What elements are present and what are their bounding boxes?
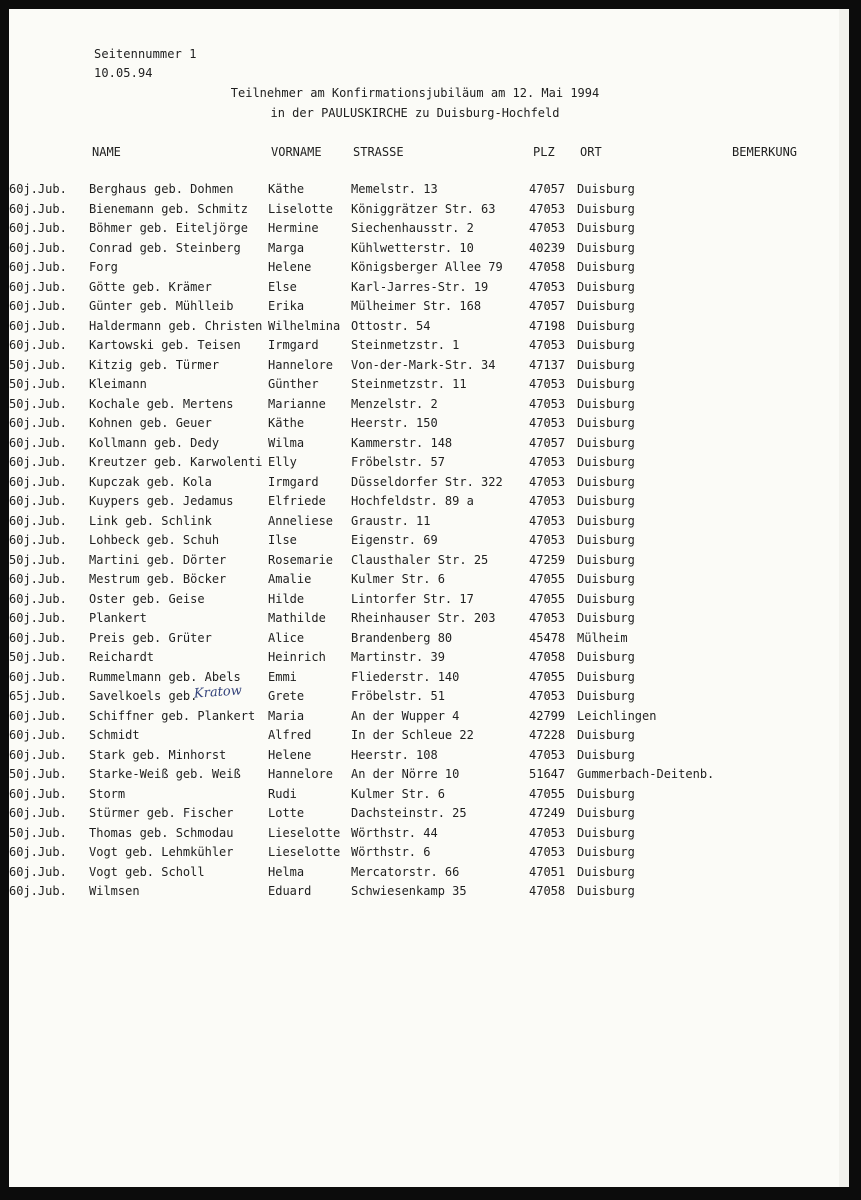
table-row bbox=[9, 609, 849, 629]
cell-ort: Duisburg bbox=[577, 455, 635, 469]
column-header-name: NAME bbox=[92, 145, 121, 159]
cell-ort: Duisburg bbox=[577, 689, 635, 703]
table-row bbox=[9, 590, 849, 610]
cell-bemerkung: 60j.Jub. bbox=[9, 513, 67, 528]
cell-name: Bienemann geb. Schmitz bbox=[89, 201, 248, 216]
cell-ort: Duisburg bbox=[577, 669, 635, 684]
cell-name: Kitzig geb. Türmer bbox=[89, 357, 220, 372]
table-row bbox=[9, 629, 849, 649]
cell-vorname: Heinrich bbox=[268, 650, 326, 664]
cell-strasse: Eigenstr. 69 bbox=[351, 533, 438, 547]
cell-ort: Duisburg bbox=[577, 572, 635, 586]
table-row bbox=[9, 219, 849, 239]
cell-plz: 47053 bbox=[529, 533, 566, 547]
cell-plz: 47058 bbox=[529, 884, 566, 898]
table-row bbox=[9, 317, 849, 337]
cell-strasse: Fröbelstr. 51 bbox=[351, 689, 445, 703]
table-row bbox=[9, 824, 849, 844]
cell-strasse: Fröbelstr. 57 bbox=[351, 455, 445, 469]
table-row bbox=[9, 453, 849, 473]
cell-plz: 47053 bbox=[529, 279, 566, 294]
table-row bbox=[9, 687, 849, 707]
cell-ort: Duisburg bbox=[577, 435, 635, 450]
cell-name: Kupczak geb. Kola bbox=[89, 474, 212, 489]
table-row bbox=[9, 336, 849, 356]
table-row bbox=[9, 375, 849, 395]
cell-ort: Duisburg bbox=[577, 533, 635, 547]
cell-bemerkung: 60j.Jub. bbox=[9, 572, 67, 586]
cell-plz: 47057 bbox=[529, 182, 566, 196]
cell-name: Kleimann bbox=[89, 377, 147, 391]
cell-strasse: Memelstr. 13 bbox=[351, 182, 438, 196]
document-title: Teilnehmer am Konfirmationsjubiläum am 12. Mai 1994 bbox=[230, 86, 600, 100]
cell-name: Kohnen geb. Geuer bbox=[89, 416, 212, 430]
cell-bemerkung: 60j.Jub. bbox=[9, 806, 67, 820]
cell-bemerkung: 60j.Jub. bbox=[9, 416, 67, 430]
cell-ort: Duisburg bbox=[577, 513, 635, 528]
cell-ort: Gummerbach-Deitenb. bbox=[577, 767, 715, 781]
cell-strasse: Mülheimer Str. 168 bbox=[351, 299, 482, 313]
cell-strasse: Schwiesenkamp 35 bbox=[351, 884, 467, 898]
cell-plz: 47137 bbox=[529, 357, 566, 372]
cell-vorname: Maria bbox=[268, 708, 305, 723]
cell-plz: 47249 bbox=[529, 806, 566, 820]
table-row bbox=[9, 395, 849, 415]
cell-plz: 51647 bbox=[529, 767, 566, 781]
cell-strasse: Siechenhausstr. 2 bbox=[351, 221, 474, 235]
cell-plz: 47053 bbox=[529, 611, 566, 625]
cell-ort: Duisburg bbox=[577, 221, 635, 235]
table-row bbox=[9, 414, 849, 434]
cell-name: Reichardt bbox=[89, 650, 155, 664]
cell-vorname: Hilde bbox=[268, 591, 305, 606]
cell-vorname: Käthe bbox=[268, 416, 305, 430]
cell-plz: 47055 bbox=[529, 572, 566, 586]
table-row bbox=[9, 551, 849, 571]
cell-name: Martini geb. Dörter bbox=[89, 552, 227, 567]
cell-bemerkung: 60j.Jub. bbox=[9, 201, 67, 216]
table-row bbox=[9, 707, 849, 727]
table-row bbox=[9, 531, 849, 551]
cell-strasse: Brandenberg 80 bbox=[351, 630, 453, 645]
cell-strasse: Düsseldorfer Str. 322 bbox=[351, 474, 503, 489]
cell-strasse: Steinmetzstr. 11 bbox=[351, 377, 467, 391]
cell-vorname: Lotte bbox=[268, 806, 305, 820]
cell-plz: 47055 bbox=[529, 669, 566, 684]
cell-bemerkung: 60j.Jub. bbox=[9, 864, 67, 879]
cell-strasse: Wörthstr. 44 bbox=[351, 825, 438, 840]
cell-strasse: In der Schleue 22 bbox=[351, 728, 474, 742]
cell-name: Kochale geb. Mertens bbox=[89, 396, 234, 411]
cell-bemerkung: 50j.Jub. bbox=[9, 552, 67, 567]
cell-vorname: Helene bbox=[268, 260, 312, 274]
cell-plz: 47058 bbox=[529, 260, 566, 274]
cell-name: Götte geb. Krämer bbox=[89, 279, 212, 294]
cell-vorname: Rosemarie bbox=[268, 552, 334, 567]
cell-ort: Duisburg bbox=[577, 591, 635, 606]
table-row bbox=[9, 434, 849, 454]
cell-bemerkung: 60j.Jub. bbox=[9, 786, 67, 801]
document-subtitle: in der PAULUSKIRCHE zu Duisburg-Hochfeld bbox=[270, 106, 560, 120]
cell-strasse: Karl-Jarres-Str. 19 bbox=[351, 279, 489, 294]
cell-ort: Duisburg bbox=[577, 728, 635, 742]
cell-vorname: Käthe bbox=[268, 182, 305, 196]
table-row bbox=[9, 200, 849, 220]
cell-plz: 47051 bbox=[529, 864, 566, 879]
cell-strasse: An der Wupper 4 bbox=[351, 708, 460, 723]
table-row bbox=[9, 512, 849, 532]
cell-bemerkung: 50j.Jub. bbox=[9, 357, 67, 372]
cell-name: Stürmer geb. Fischer bbox=[89, 806, 234, 820]
cell-vorname: Irmgard bbox=[268, 338, 319, 352]
cell-vorname: Elfriede bbox=[268, 494, 326, 508]
cell-vorname: Eduard bbox=[268, 884, 312, 898]
cell-bemerkung: 60j.Jub. bbox=[9, 221, 67, 235]
cell-vorname: Ilse bbox=[268, 533, 297, 547]
cell-bemerkung: 60j.Jub. bbox=[9, 708, 67, 723]
table-row bbox=[9, 882, 849, 902]
cell-ort: Duisburg bbox=[577, 747, 635, 762]
cell-bemerkung: 50j.Jub. bbox=[9, 825, 67, 840]
cell-bemerkung: 60j.Jub. bbox=[9, 435, 67, 450]
cell-ort: Duisburg bbox=[577, 279, 635, 294]
cell-name: Rummelmann geb. Abels bbox=[89, 669, 241, 684]
cell-name: Oster geb. Geise bbox=[89, 591, 205, 606]
cell-ort: Duisburg bbox=[577, 182, 635, 196]
column-header-plz: PLZ bbox=[533, 145, 555, 159]
cell-name: Günter geb. Mühlleib bbox=[89, 299, 234, 313]
cell-strasse: Clausthaler Str. 25 bbox=[351, 552, 489, 567]
cell-bemerkung: 60j.Jub. bbox=[9, 533, 67, 547]
cell-plz: 47053 bbox=[529, 689, 566, 703]
cell-plz: 47057 bbox=[529, 435, 566, 450]
cell-name: Lohbeck geb. Schuh bbox=[89, 533, 220, 547]
cell-name: Storm bbox=[89, 786, 126, 801]
cell-name: Schmidt bbox=[89, 728, 140, 742]
cell-name: Wilmsen bbox=[89, 884, 140, 898]
cell-ort: Duisburg bbox=[577, 650, 635, 664]
cell-bemerkung: 60j.Jub. bbox=[9, 455, 67, 469]
cell-plz: 47228 bbox=[529, 728, 566, 742]
cell-ort: Duisburg bbox=[577, 357, 635, 372]
cell-name: Starke-Weiß geb. Weiß bbox=[89, 767, 241, 781]
table-row bbox=[9, 804, 849, 824]
cell-vorname: Wilma bbox=[268, 435, 305, 450]
cell-ort: Duisburg bbox=[577, 494, 635, 508]
cell-name: Kartowski geb. Teisen bbox=[89, 338, 241, 352]
table-row bbox=[9, 668, 849, 688]
cell-vorname: Wilhelmina bbox=[268, 318, 341, 333]
cell-vorname: Günther bbox=[268, 377, 319, 391]
cell-bemerkung: 50j.Jub. bbox=[9, 396, 67, 411]
cell-ort: Duisburg bbox=[577, 474, 635, 489]
cell-name: Mestrum geb. Böcker bbox=[89, 572, 227, 586]
cell-plz: 47053 bbox=[529, 494, 566, 508]
cell-plz: 47053 bbox=[529, 396, 566, 411]
table-row bbox=[9, 863, 849, 883]
cell-strasse: Steinmetzstr. 1 bbox=[351, 338, 460, 352]
cell-strasse: Kulmer Str. 6 bbox=[351, 572, 445, 586]
cell-plz: 47053 bbox=[529, 416, 566, 430]
document-page bbox=[9, 9, 849, 1187]
cell-vorname: Hermine bbox=[268, 221, 319, 235]
cell-ort: Duisburg bbox=[577, 396, 635, 411]
cell-strasse: Ottostr. 54 bbox=[351, 318, 431, 333]
cell-strasse: Dachsteinstr. 25 bbox=[351, 806, 467, 820]
cell-bemerkung: 60j.Jub. bbox=[9, 494, 67, 508]
cell-bemerkung: 60j.Jub. bbox=[9, 611, 67, 625]
cell-bemerkung: 60j.Jub. bbox=[9, 299, 67, 313]
cell-vorname: Else bbox=[268, 279, 297, 294]
cell-plz: 47055 bbox=[529, 591, 566, 606]
table-row bbox=[9, 239, 849, 259]
cell-strasse: Menzelstr. 2 bbox=[351, 396, 438, 411]
cell-ort: Duisburg bbox=[577, 864, 635, 879]
cell-ort: Duisburg bbox=[577, 299, 635, 313]
cell-vorname: Erika bbox=[268, 299, 305, 313]
cell-name: Berghaus geb. Dohmen bbox=[89, 182, 234, 196]
cell-bemerkung: 60j.Jub. bbox=[9, 182, 67, 196]
table-row bbox=[9, 278, 849, 298]
document-date: 10.05.94 bbox=[94, 66, 153, 80]
cell-vorname: Alice bbox=[268, 630, 305, 645]
cell-vorname: Elly bbox=[268, 455, 297, 469]
cell-strasse: Hochfeldstr. 89 a bbox=[351, 494, 474, 508]
cell-name: Kuypers geb. Jedamus bbox=[89, 494, 234, 508]
participant-list bbox=[9, 180, 849, 902]
table-row bbox=[9, 843, 849, 863]
cell-bemerkung: 60j.Jub. bbox=[9, 630, 67, 645]
cell-bemerkung: 50j.Jub. bbox=[9, 767, 67, 781]
cell-plz: 47053 bbox=[529, 201, 566, 216]
cell-strasse: Rheinhauser Str. 203 bbox=[351, 611, 496, 625]
cell-strasse: Graustr. 11 bbox=[351, 513, 431, 528]
cell-plz: 47053 bbox=[529, 221, 566, 235]
cell-name: Kreutzer geb. Karwolenti bbox=[89, 455, 263, 469]
table-row bbox=[9, 297, 849, 317]
cell-bemerkung: 60j.Jub. bbox=[9, 591, 67, 606]
cell-strasse: Lintorfer Str. 17 bbox=[351, 591, 474, 606]
cell-name: Schiffner geb. Plankert bbox=[89, 708, 256, 723]
table-row bbox=[9, 726, 849, 746]
cell-bemerkung: 60j.Jub. bbox=[9, 240, 67, 255]
cell-plz: 47053 bbox=[529, 825, 566, 840]
cell-bemerkung: 50j.Jub. bbox=[9, 650, 67, 664]
cell-strasse: Heerstr. 150 bbox=[351, 416, 438, 430]
cell-plz: 47053 bbox=[529, 455, 566, 469]
cell-plz: 47053 bbox=[529, 338, 566, 352]
cell-ort: Leichlingen bbox=[577, 708, 657, 723]
cell-strasse: Fliederstr. 140 bbox=[351, 669, 460, 684]
cell-vorname: Helma bbox=[268, 864, 305, 879]
cell-plz: 47053 bbox=[529, 845, 566, 859]
table-row bbox=[9, 492, 849, 512]
cell-vorname: Rudi bbox=[268, 786, 297, 801]
cell-ort: Duisburg bbox=[577, 611, 635, 625]
cell-strasse: Kulmer Str. 6 bbox=[351, 786, 445, 801]
cell-bemerkung: 60j.Jub. bbox=[9, 747, 67, 762]
cell-name: Forg bbox=[89, 260, 118, 274]
table-row bbox=[9, 785, 849, 805]
cell-name: Kollmann geb. Dedy bbox=[89, 435, 220, 450]
cell-strasse: Heerstr. 108 bbox=[351, 747, 438, 762]
table-row bbox=[9, 648, 849, 668]
cell-strasse: Von-der-Mark-Str. 34 bbox=[351, 357, 496, 372]
cell-vorname: Lieselotte bbox=[268, 845, 341, 859]
cell-bemerkung: 60j.Jub. bbox=[9, 728, 67, 742]
cell-bemerkung: 60j.Jub. bbox=[9, 884, 67, 898]
cell-name: Savelkoels geb. bbox=[89, 689, 198, 703]
cell-name: Vogt geb. Scholl bbox=[89, 864, 205, 879]
column-header-vorname: VORNAME bbox=[271, 145, 322, 159]
cell-vorname: Marga bbox=[268, 240, 305, 255]
cell-strasse: Martinstr. 39 bbox=[351, 650, 445, 664]
cell-plz: 47053 bbox=[529, 747, 566, 762]
cell-plz: 47053 bbox=[529, 513, 566, 528]
cell-ort: Duisburg bbox=[577, 806, 635, 820]
cell-vorname: Lieselotte bbox=[268, 825, 341, 840]
cell-ort: Duisburg bbox=[577, 552, 635, 567]
cell-bemerkung: 60j.Jub. bbox=[9, 318, 67, 333]
cell-ort: Mülheim bbox=[577, 630, 628, 645]
cell-plz: 47053 bbox=[529, 377, 566, 391]
cell-ort: Duisburg bbox=[577, 201, 635, 216]
cell-plz: 47259 bbox=[529, 552, 566, 567]
cell-bemerkung: 60j.Jub. bbox=[9, 845, 67, 859]
cell-bemerkung: 60j.Jub. bbox=[9, 260, 67, 274]
cell-vorname: Hannelore bbox=[268, 767, 334, 781]
column-header-strasse: STRASSE bbox=[353, 145, 404, 159]
cell-vorname: Anneliese bbox=[268, 513, 334, 528]
cell-vorname: Hannelore bbox=[268, 357, 334, 372]
cell-name: Vogt geb. Lehmkühler bbox=[89, 845, 234, 859]
table-row bbox=[9, 180, 849, 200]
cell-plz: 47058 bbox=[529, 650, 566, 664]
cell-name: Conrad geb. Steinberg bbox=[89, 240, 241, 255]
table-row bbox=[9, 746, 849, 766]
cell-bemerkung: 60j.Jub. bbox=[9, 474, 67, 489]
table-row bbox=[9, 473, 849, 493]
cell-ort: Duisburg bbox=[577, 318, 635, 333]
cell-ort: Duisburg bbox=[577, 416, 635, 430]
cell-ort: Duisburg bbox=[577, 825, 635, 840]
cell-bemerkung: 60j.Jub. bbox=[9, 279, 67, 294]
cell-plz: 45478 bbox=[529, 630, 566, 645]
cell-strasse: Mercatorstr. 66 bbox=[351, 864, 460, 879]
cell-vorname: Grete bbox=[268, 689, 305, 703]
table-row bbox=[9, 356, 849, 376]
table-row bbox=[9, 258, 849, 278]
cell-strasse: Kühlwetterstr. 10 bbox=[351, 240, 474, 255]
cell-vorname: Alfred bbox=[268, 728, 312, 742]
cell-vorname: Amalie bbox=[268, 572, 312, 586]
cell-ort: Duisburg bbox=[577, 260, 635, 274]
cell-strasse: Königgrätzer Str. 63 bbox=[351, 201, 496, 216]
cell-ort: Duisburg bbox=[577, 845, 635, 859]
cell-strasse: Kammerstr. 148 bbox=[351, 435, 453, 450]
cell-vorname: Helene bbox=[268, 747, 312, 762]
cell-strasse: An der Nörre 10 bbox=[351, 767, 460, 781]
column-header-bemerkung: BEMERKUNG bbox=[732, 145, 798, 159]
cell-bemerkung: 65j.Jub. bbox=[9, 689, 67, 703]
cell-name: Preis geb. Grüter bbox=[89, 630, 212, 645]
cell-ort: Duisburg bbox=[577, 377, 635, 391]
cell-plz: 47198 bbox=[529, 318, 566, 333]
cell-vorname: Liselotte bbox=[268, 201, 334, 216]
cell-name: Thomas geb. Schmodau bbox=[89, 825, 234, 840]
handwritten-note: Kratow bbox=[193, 683, 243, 702]
cell-name: Haldermann geb. Christen bbox=[89, 318, 263, 333]
cell-name: Böhmer geb. Eiteljörge bbox=[89, 221, 248, 235]
cell-ort: Duisburg bbox=[577, 884, 635, 898]
cell-vorname: Mathilde bbox=[268, 611, 326, 625]
cell-strasse: Königsberger Allee 79 bbox=[351, 260, 503, 274]
cell-plz: 42799 bbox=[529, 708, 566, 723]
cell-bemerkung: 50j.Jub. bbox=[9, 377, 67, 391]
column-header-ort: ORT bbox=[580, 145, 602, 159]
table-row bbox=[9, 570, 849, 590]
cell-ort: Duisburg bbox=[577, 338, 635, 352]
cell-name: Plankert bbox=[89, 611, 147, 625]
cell-plz: 47053 bbox=[529, 474, 566, 489]
cell-plz: 47057 bbox=[529, 299, 566, 313]
cell-vorname: Irmgard bbox=[268, 474, 319, 489]
cell-name: Link geb. Schlink bbox=[89, 513, 212, 528]
table-row bbox=[9, 765, 849, 785]
cell-plz: 40239 bbox=[529, 240, 566, 255]
page-number: Seitennummer 1 bbox=[94, 47, 197, 61]
cell-bemerkung: 60j.Jub. bbox=[9, 338, 67, 352]
cell-name: Stark geb. Minhorst bbox=[89, 747, 227, 762]
cell-strasse: Wörthstr. 6 bbox=[351, 845, 431, 859]
cell-bemerkung: 60j.Jub. bbox=[9, 669, 67, 684]
cell-vorname: Marianne bbox=[268, 396, 326, 411]
cell-plz: 47055 bbox=[529, 786, 566, 801]
cell-vorname: Emmi bbox=[268, 669, 297, 684]
cell-ort: Duisburg bbox=[577, 786, 635, 801]
cell-ort: Duisburg bbox=[577, 240, 635, 255]
